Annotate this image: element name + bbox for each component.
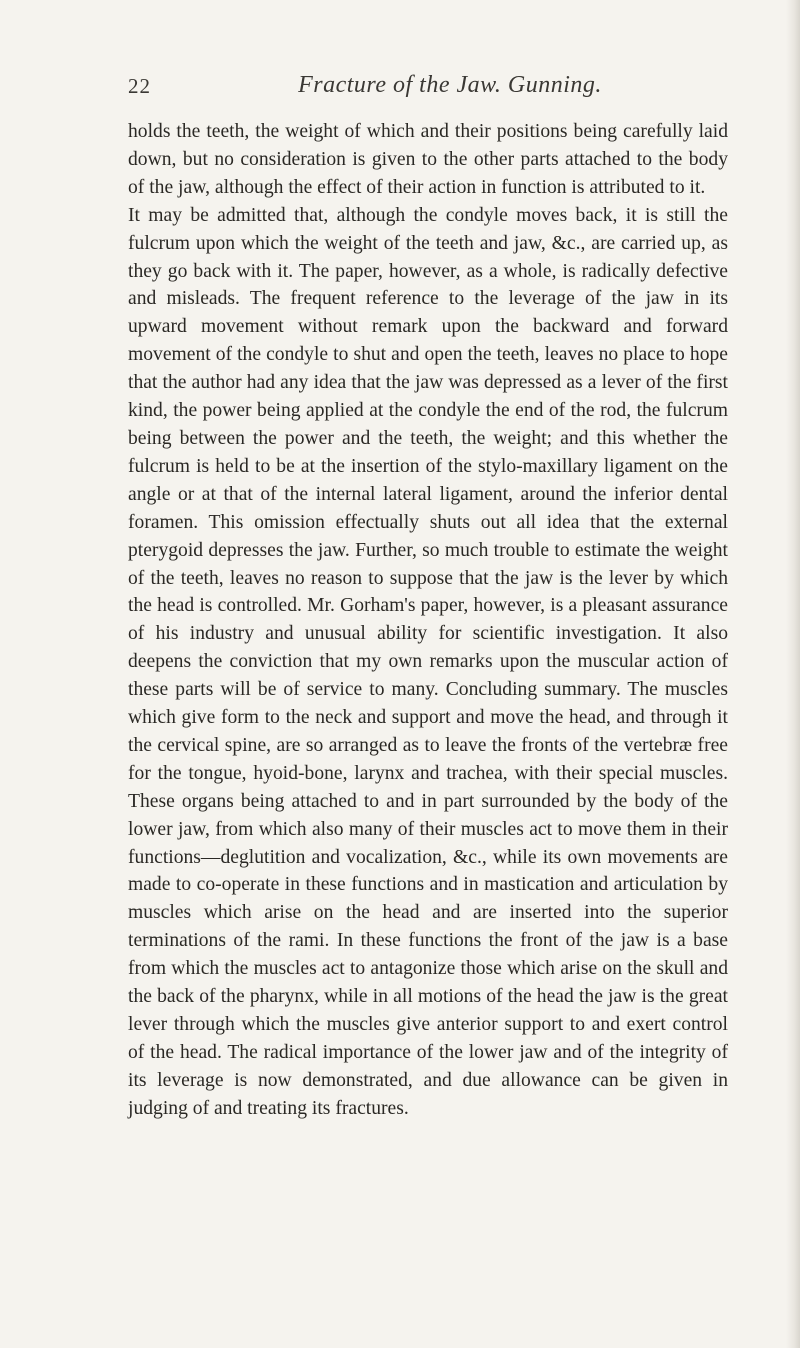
page-edge-shadow	[786, 0, 800, 1348]
running-head	[0, 74, 800, 106]
page-number: 22	[128, 74, 151, 98]
running-title: Fracture of the Jaw. Gunning.	[298, 72, 602, 98]
paragraph-1: holds the teeth, the weight of which and their positions being carefully laid down, but no consideration is given to the other parts attached to the body of the jaw, although the effect of their action in function is attributed to it.	[128, 121, 728, 198]
paragraph-2: It may be admitted that, although the condyle moves back, it is still the fulcrum upon which the weight of the teeth and jaw, &c., are carried up, as they go back with it. The paper, however, as a whole, is radically defective and misleads. The frequent reference to the leverage of the jaw in its upward movement without remark upon the backward and forward movement of the condyle to shut and open the teeth, leaves no place to hope that the author had any idea that the jaw was depressed as a lever of the first kind, the power being applied at the condyle the end of the rod, the fulcrum being between the power and the teeth, the weight; and this whether the fulcrum is held to be at the insertion of the stylo-maxillary ligament on the angle or at that of the internal lateral ligament, around the inferior dental foramen. This omission effectually shuts out all idea that the external pterygoid depresses the jaw. Further, so much trouble to estimate the weight of the teeth, leaves no reason to suppose that the jaw is the lever by which the head is controlled. Mr. Gorham's paper, however, is a pleasant assurance of his industry and unusual ability for scientific investigation. It also deepens the conviction that my own remarks upon the muscular action of these parts will be of service to many. Concluding summary. The muscles which give form to the neck and support and move the head, and through it the cervical spine, are so arranged as to leave the fronts of the vertebræ free for the tongue, hyoid-bone, larynx and trachea, with their special muscles. These organs being attached to and in part surrounded by the body of the lower jaw, from which also many of their muscles act to move them in their functions—deglutition and vocalization, &c., while its own movements are made to co-operate in these functions and in mastication and articulation by muscles which arise on the head and are inserted into the superior terminations of the rami. In these functions the front of the jaw is a base from which the muscles act to antagonize those which arise on the skull and the back of the pharynx, while in all motions of the head the jaw is the great lever through which the muscles give anterior support to and exert control of the head. The radical importance of the lower jaw and of the integrity of its leverage is now demonstrated, and due allowance can be given in judging of and treating its fractures.	[128, 204, 728, 1119]
body-text	[128, 118, 728, 1123]
